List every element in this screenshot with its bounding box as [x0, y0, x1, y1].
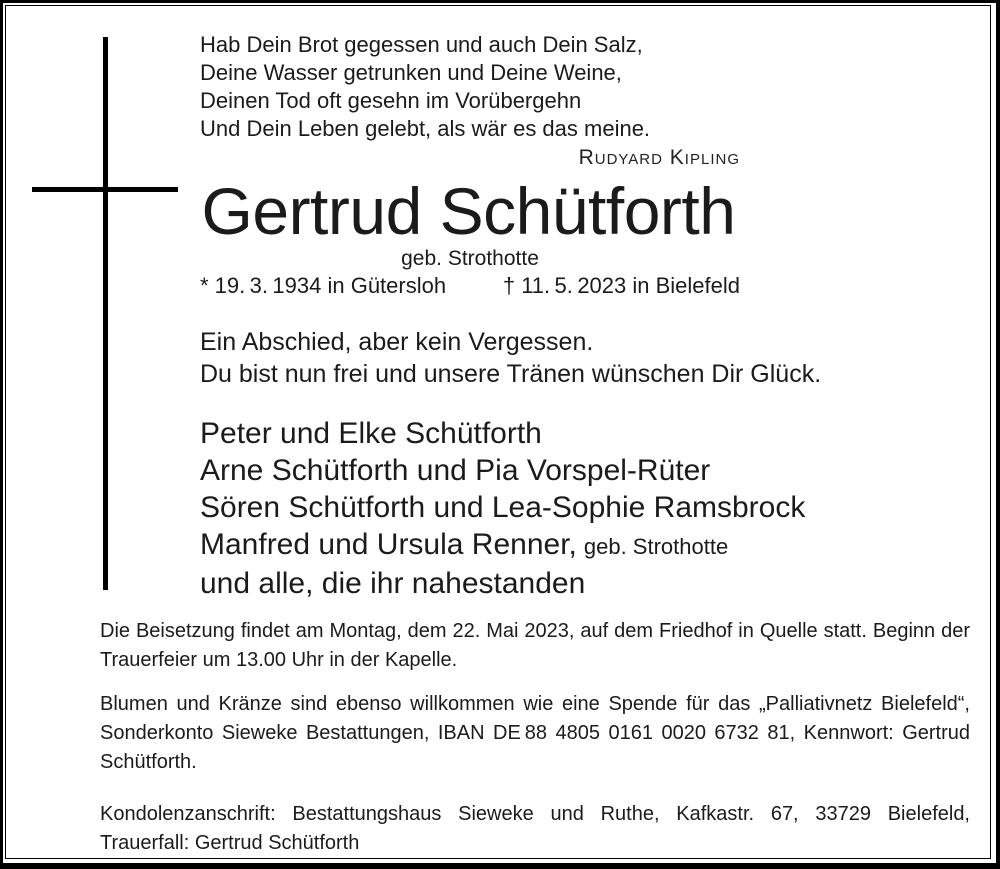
funeral-details-block	[100, 617, 970, 858]
mourners-list	[200, 415, 880, 602]
funeral-info: Die Beisetzung findet am Montag, dem 22. Mai 2023, auf dem Friedhof in Quelle statt. Beginn der Trauerfeier um 13.00 Uhr in der Kapelle.	[100, 620, 970, 671]
donation-info: Blumen und Kränze sind ebenso willkommen wie eine Spende für das „Palliativnetz Bielefeld“, Sonderkonto Sieweke Bestattungen, IBAN DE 88 4805 0161 0020 6732 81, Kennwort: Gertrud Schütforth.	[100, 693, 970, 773]
poem-attribution: Rudyard Kipling	[578, 146, 740, 169]
farewell-line: Du bist nun frei und unsere Tränen wünschen Dir Glück.	[200, 360, 822, 388]
poem-line: Deine Wasser getrunken und Deine Weine,	[200, 60, 622, 85]
condolence-address: Kondolenzanschrift: Bestattungshaus Sieweke und Ruthe, Kafkastr. 67, 33729 Bielefeld, Trauerfall: Gertrud Schütforth	[100, 803, 970, 854]
cross-vertical-bar	[103, 37, 108, 590]
mourner-line: Sören Schütforth und Lea-Sophie Ramsbrock	[200, 491, 806, 524]
mourner-names: Manfred und Ursula Renner,	[200, 528, 577, 561]
cross-horizontal-bar	[32, 187, 178, 192]
poem-line: Hab Dein Brot gegessen und auch Dein Salz,	[200, 32, 643, 57]
poem-line: Und Dein Leben gelebt, als wär es das meine.	[200, 116, 651, 141]
mourner-line: und alle, die ihr nahestanden	[200, 567, 586, 600]
farewell-line: Ein Abschied, aber kein Vergessen.	[200, 328, 594, 356]
death-date: † 11. 5. 2023 in Bielefeld	[502, 273, 740, 298]
epigraph-poem	[200, 31, 760, 143]
mourner-maiden-name: geb. Strothotte	[583, 534, 729, 559]
mourner-line: Arne Schütforth und Pia Vorspel-Rüter	[200, 454, 711, 487]
life-dates	[200, 273, 740, 299]
poem-line: Deinen Tod oft gesehn im Vorübergehn	[200, 88, 582, 113]
mourner-line: Peter und Elke Schütforth	[200, 417, 542, 450]
farewell-verse	[200, 326, 880, 390]
deceased-name: Gertrud Schütforth	[201, 174, 736, 248]
maiden-name: geb. Strothotte	[401, 247, 539, 270]
mourner-line	[200, 526, 880, 565]
birth-date: * 19. 3. 1934 in Gütersloh	[200, 273, 447, 298]
